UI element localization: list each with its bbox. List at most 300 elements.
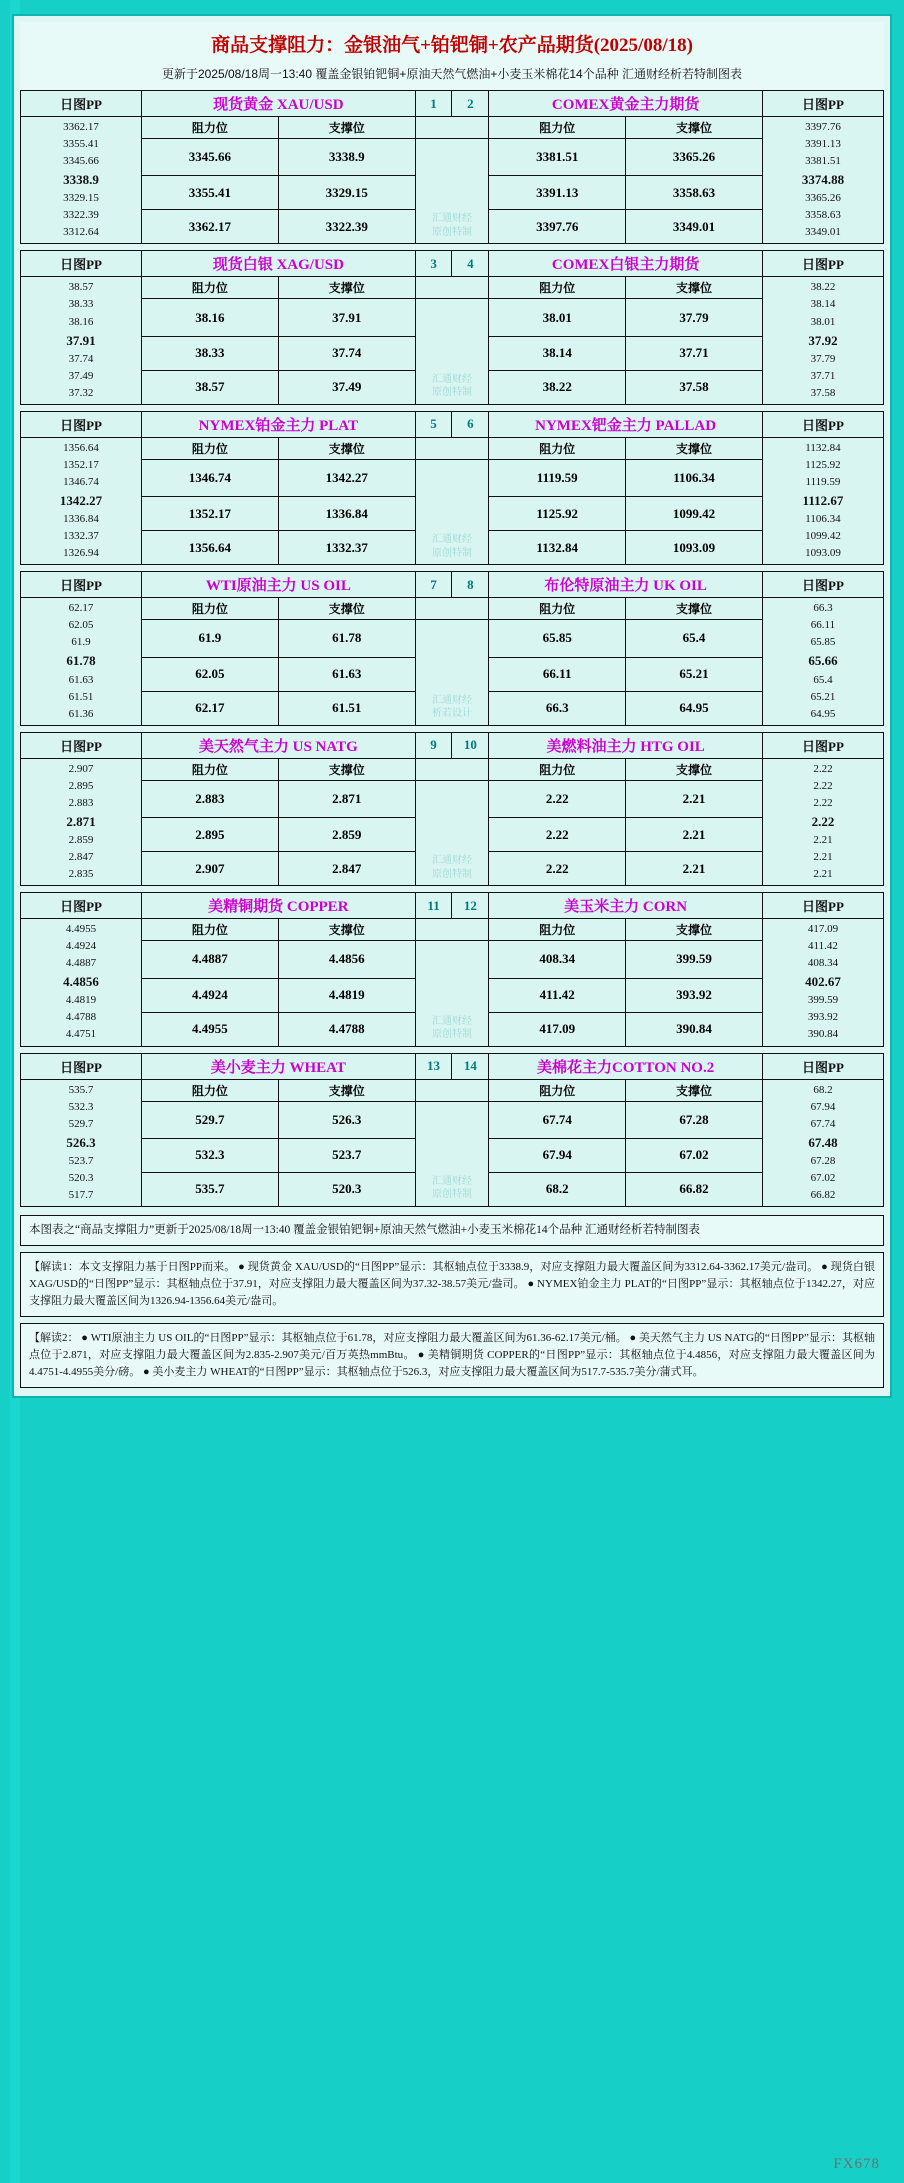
- pivot-value: 38.14: [810, 298, 836, 311]
- block-subheader-row: [21, 919, 884, 941]
- watermark-cell: 汇通财经 原创特制: [415, 1101, 489, 1206]
- pivot-value: 2.22: [813, 796, 833, 809]
- table-row: [21, 1101, 884, 1138]
- resistance-value: 2.22: [489, 818, 626, 852]
- pivot-column-right: [762, 758, 883, 885]
- support-value: 3338.9: [278, 139, 415, 176]
- pivot-value: 2.859: [68, 833, 94, 846]
- support-value: 3358.63: [626, 176, 763, 210]
- pivot-value: 523.7: [68, 1154, 94, 1167]
- pivot-value: 4.4856: [63, 974, 99, 990]
- pivot-value: 37.91: [66, 332, 96, 348]
- support-value: 523.7: [278, 1138, 415, 1172]
- support-value: 64.95: [626, 691, 763, 725]
- watermark-cell: 汇通财经 原创特制: [415, 941, 489, 1046]
- support-header: 支撑位: [626, 1079, 763, 1101]
- instrument-name-right: NYMEX钯金主力 PALLAD: [489, 411, 763, 437]
- pivot-value: 61.36: [68, 707, 94, 720]
- block-header-row: [21, 411, 884, 437]
- resistance-value: 2.883: [142, 780, 279, 817]
- pp-header-left: 日图PP: [21, 893, 142, 919]
- pivot-column-left: [21, 919, 142, 1046]
- instrument-table: [20, 411, 884, 565]
- pivot-value: 399.59: [807, 994, 839, 1007]
- pivot-value: 2.847: [68, 851, 94, 864]
- support-value: 1099.42: [626, 497, 763, 531]
- support-header: 支撑位: [626, 117, 763, 139]
- pivot-value: 4.4887: [65, 957, 97, 970]
- spacer-cell: [415, 598, 489, 620]
- pivot-value: 2.22: [813, 779, 833, 792]
- page-subtitle: 更新于2025/08/18周一13:40 覆盖金银铂钯铜+原油天然气燃油+小麦玉米棉花14个品种 汇通财经析若特制图表: [20, 63, 884, 90]
- pivot-value: 4.4751: [65, 1028, 97, 1041]
- pivot-value: 3329.15: [63, 192, 99, 205]
- pivot-value: 1132.84: [805, 441, 841, 454]
- resistance-value: 532.3: [142, 1138, 279, 1172]
- pp-header-right: 日图PP: [762, 411, 883, 437]
- support-value: 2.21: [626, 852, 763, 886]
- block-index-left: 11: [415, 893, 452, 919]
- table-row: [21, 620, 884, 657]
- pivot-value: 2.21: [813, 851, 833, 864]
- block-subheader-row: [21, 598, 884, 620]
- pp-header-left: 日图PP: [21, 411, 142, 437]
- pivot-column-right: [762, 437, 883, 564]
- resistance-value: 3381.51: [489, 139, 626, 176]
- fx-watermark: FX678: [833, 2156, 880, 2172]
- resistance-value: 3345.66: [142, 139, 279, 176]
- pivot-column-right: [762, 919, 883, 1046]
- instrument-table: [20, 571, 884, 725]
- block-subheader-row: [21, 1079, 884, 1101]
- support-header: 支撑位: [278, 919, 415, 941]
- resistance-value: 67.74: [489, 1101, 626, 1138]
- block-index-left: 9: [415, 732, 452, 758]
- support-value: 2.21: [626, 780, 763, 817]
- watermark-cell: 汇通财经 析若设计: [415, 620, 489, 725]
- instrument-block: [20, 571, 884, 725]
- support-value: 37.71: [626, 336, 763, 370]
- resistance-value: 3355.41: [142, 176, 279, 210]
- support-value: 1336.84: [278, 497, 415, 531]
- pivot-value: 1342.27: [59, 492, 103, 508]
- pivot-value: 61.51: [68, 690, 94, 703]
- block-index-right: 8: [452, 572, 489, 598]
- pivot-value: 1332.37: [63, 530, 99, 543]
- pivot-value: 62.17: [68, 602, 94, 615]
- pivot-value: 520.3: [68, 1171, 94, 1184]
- note-2: 【解读2： ● WTI原油主力 US OIL的“日图PP”显示：其枢轴点位于61.78，对应支撑阻力最大覆盖区间为61.36-62.17美元/桶。 ● 美天然气主力 US NATG的“日图PP”显示：其枢轴点位于2.871，对应支撑阻力最大覆盖区间为2.835-2.907美元/百万英热mmBtu。 ● 美精铜期货 COPPER的“日图PP”显示：其枢轴点位于4.4856，对应支撑阻力最大覆盖区间为4.4751-4.4955美分/磅。 ● 美小麦主力 WHEAT的“日图PP”显示：其枢轴点位于526.3，对应支撑阻力最大覆盖区间为517.7-535.7美分/蒲式耳。: [20, 1323, 884, 1388]
- pivot-value: 3322.39: [63, 209, 99, 222]
- table-row: [21, 459, 884, 496]
- pivot-value: 417.09: [807, 923, 839, 936]
- support-value: 65.21: [626, 657, 763, 691]
- support-value: 2.871: [278, 780, 415, 817]
- pivot-value: 1326.94: [63, 547, 99, 560]
- pivot-value: 2.895: [68, 779, 94, 792]
- support-header: 支撑位: [626, 919, 763, 941]
- pivot-column-left: [21, 117, 142, 244]
- pivot-value: 3374.88: [801, 172, 845, 188]
- resistance-header: 阻力位: [142, 1079, 279, 1101]
- pivot-column-left: [21, 437, 142, 564]
- resistance-value: 3391.13: [489, 176, 626, 210]
- resistance-value: 1125.92: [489, 497, 626, 531]
- instrument-name-left: 美小麦主力 WHEAT: [142, 1053, 416, 1079]
- resistance-value: 68.2: [489, 1172, 626, 1206]
- support-value: 61.63: [278, 657, 415, 691]
- support-value: 3365.26: [626, 139, 763, 176]
- instrument-block: [20, 411, 884, 565]
- pivot-column-right: [762, 1079, 883, 1206]
- support-header: 支撑位: [626, 277, 763, 299]
- pivot-value: 1346.74: [63, 475, 99, 488]
- resistance-header: 阻力位: [142, 919, 279, 941]
- support-value: 3329.15: [278, 176, 415, 210]
- instrument-name-right: 美燃料油主力 HTG OIL: [489, 732, 763, 758]
- pivot-value: 526.3: [66, 1134, 96, 1150]
- pivot-value: 408.34: [807, 957, 839, 970]
- pivot-value: 2.883: [68, 796, 94, 809]
- support-value: 390.84: [626, 1012, 763, 1046]
- spacer-cell: [415, 277, 489, 299]
- resistance-value: 1346.74: [142, 459, 279, 496]
- spacer-cell: [415, 758, 489, 780]
- support-value: 37.91: [278, 299, 415, 336]
- block-subheader-row: [21, 758, 884, 780]
- pp-header-right: 日图PP: [762, 572, 883, 598]
- pivot-value: 1356.64: [63, 441, 99, 454]
- pivot-value: 67.48: [808, 1134, 838, 1150]
- support-value: 1106.34: [626, 459, 763, 496]
- pivot-value: 66.82: [810, 1188, 836, 1201]
- pivot-value: 62.05: [68, 619, 94, 632]
- support-header: 支撑位: [278, 1079, 415, 1101]
- pivot-value: 3381.51: [805, 155, 841, 168]
- resistance-value: 4.4955: [142, 1012, 279, 1046]
- support-header: 支撑位: [278, 758, 415, 780]
- pivot-column-right: [762, 598, 883, 725]
- instrument-name-left: 美天然气主力 US NATG: [142, 732, 416, 758]
- instrument-table: [20, 1053, 884, 1207]
- support-value: 37.58: [626, 370, 763, 404]
- pivot-value: 38.16: [68, 315, 94, 328]
- pivot-value: 61.78: [66, 653, 96, 669]
- resistance-header: 阻力位: [489, 117, 626, 139]
- instrument-block: [20, 1053, 884, 1207]
- pivot-value: 65.66: [808, 653, 838, 669]
- resistance-value: 38.16: [142, 299, 279, 336]
- watermark-cell: 汇通财经 原创特制: [415, 139, 489, 244]
- resistance-value: 38.22: [489, 370, 626, 404]
- pivot-value: 3391.13: [805, 138, 841, 151]
- resistance-value: 2.22: [489, 852, 626, 886]
- pivot-value: 38.33: [68, 298, 94, 311]
- support-header: 支撑位: [278, 598, 415, 620]
- pivot-column-left: [21, 598, 142, 725]
- pivot-value: 67.94: [810, 1100, 836, 1113]
- block-index-left: 3: [415, 251, 452, 277]
- instrument-table: [20, 892, 884, 1046]
- resistance-value: 38.57: [142, 370, 279, 404]
- resistance-value: 1352.17: [142, 497, 279, 531]
- pivot-value: 1119.59: [805, 475, 841, 488]
- blocks-container: [20, 90, 884, 1207]
- instrument-name-left: 美精铜期货 COPPER: [142, 893, 416, 919]
- support-header: 支撑位: [278, 437, 415, 459]
- block-header-row: [21, 251, 884, 277]
- pivot-value: 3349.01: [805, 226, 841, 239]
- spacer-cell: [415, 919, 489, 941]
- support-value: 2.859: [278, 818, 415, 852]
- resistance-value: 2.895: [142, 818, 279, 852]
- pivot-value: 67.02: [810, 1171, 836, 1184]
- instrument-name-left: NYMEX铂金主力 PLAT: [142, 411, 416, 437]
- table-row: [21, 780, 884, 817]
- block-header-row: [21, 91, 884, 117]
- resistance-value: 4.4887: [142, 941, 279, 978]
- resistance-header: 阻力位: [489, 598, 626, 620]
- block-header-row: [21, 732, 884, 758]
- resistance-header: 阻力位: [489, 1079, 626, 1101]
- pivot-value: 65.4: [813, 673, 833, 686]
- support-value: 520.3: [278, 1172, 415, 1206]
- instrument-name-right: COMEX白银主力期货: [489, 251, 763, 277]
- pivot-value: 4.4788: [65, 1011, 97, 1024]
- block-index-right: 12: [452, 893, 489, 919]
- pivot-value: 61.63: [68, 673, 94, 686]
- watermark-cell: 汇通财经 原创特制: [415, 780, 489, 885]
- support-value: 1093.09: [626, 531, 763, 565]
- block-index-right: 14: [452, 1053, 489, 1079]
- pivot-value: 3365.26: [805, 192, 841, 205]
- pivot-column-left: [21, 277, 142, 404]
- pivot-value: 37.74: [68, 352, 94, 365]
- resistance-value: 62.05: [142, 657, 279, 691]
- pp-header-right: 日图PP: [762, 251, 883, 277]
- instrument-name-right: 美玉米主力 CORN: [489, 893, 763, 919]
- resistance-value: 417.09: [489, 1012, 626, 1046]
- support-value: 399.59: [626, 941, 763, 978]
- pivot-column-right: [762, 277, 883, 404]
- resistance-value: 2.907: [142, 852, 279, 886]
- pivot-value: 3358.63: [805, 209, 841, 222]
- support-value: 4.4788: [278, 1012, 415, 1046]
- resistance-value: 66.3: [489, 691, 626, 725]
- block-subheader-row: [21, 277, 884, 299]
- support-value: 1332.37: [278, 531, 415, 565]
- pivot-value: 37.71: [810, 369, 836, 382]
- resistance-header: 阻力位: [489, 437, 626, 459]
- pp-header-right: 日图PP: [762, 1053, 883, 1079]
- block-header-row: [21, 1053, 884, 1079]
- instrument-name-left: 现货白银 XAG/USD: [142, 251, 416, 277]
- note-1: 【解读1：本文支撑阻力基于日图PP而来。 ● 现货黄金 XAU/USD的“日图PP”显示：其枢轴点位于3338.9，对应支撑阻力最大覆盖区间为3312.64-3362.17美元/盎司。 ● 现货白银 XAG/USD的“日图PP”显示：其枢轴点位于37.91，对应支撑阻力最大覆盖区间为37.32-38.57美元/盎司。 ● NYMEX铂金主力 PLAT的“日图PP”显示：其枢轴点位于1342.27，对应支撑阻力最大覆盖区间为1326.94-1356.64美元/盎司。: [20, 1252, 884, 1317]
- pivot-value: 38.57: [68, 281, 94, 294]
- pivot-value: 4.4924: [65, 940, 97, 953]
- pivot-value: 1099.42: [805, 530, 841, 543]
- watermark-cell: 汇通财经 原创特制: [415, 459, 489, 564]
- block-header-row: [21, 893, 884, 919]
- support-value: 66.82: [626, 1172, 763, 1206]
- block-index-right: 4: [452, 251, 489, 277]
- instrument-name-left: WTI原油主力 US OIL: [142, 572, 416, 598]
- table-row: [21, 139, 884, 176]
- pivot-value: 393.92: [807, 1011, 839, 1024]
- resistance-value: 38.14: [489, 336, 626, 370]
- block-subheader-row: [21, 117, 884, 139]
- pivot-value: 37.92: [808, 332, 838, 348]
- spacer-cell: [415, 117, 489, 139]
- resistance-header: 阻力位: [489, 277, 626, 299]
- block-subheader-row: [21, 437, 884, 459]
- resistance-value: 1132.84: [489, 531, 626, 565]
- support-value: 61.51: [278, 691, 415, 725]
- pivot-value: 390.84: [807, 1028, 839, 1041]
- pivot-value: 1125.92: [805, 458, 841, 471]
- resistance-value: 2.22: [489, 780, 626, 817]
- pivot-value: 1112.67: [802, 492, 844, 508]
- resistance-header: 阻力位: [142, 758, 279, 780]
- support-value: 4.4819: [278, 978, 415, 1012]
- support-value: 3322.39: [278, 210, 415, 244]
- pp-header-left: 日图PP: [21, 251, 142, 277]
- pivot-value: 529.7: [68, 1117, 94, 1130]
- pp-header-left: 日图PP: [21, 91, 142, 117]
- pivot-value: 2.907: [68, 762, 94, 775]
- instrument-block: [20, 892, 884, 1046]
- resistance-value: 67.94: [489, 1138, 626, 1172]
- resistance-header: 阻力位: [489, 758, 626, 780]
- resistance-value: 1356.64: [142, 531, 279, 565]
- resistance-value: 411.42: [489, 978, 626, 1012]
- support-value: 37.79: [626, 299, 763, 336]
- pivot-value: 3345.66: [63, 155, 99, 168]
- resistance-value: 529.7: [142, 1101, 279, 1138]
- resistance-value: 535.7: [142, 1172, 279, 1206]
- pivot-value: 37.58: [810, 386, 836, 399]
- block-index-left: 13: [415, 1053, 452, 1079]
- support-value: 65.4: [626, 620, 763, 657]
- pp-header-right: 日图PP: [762, 732, 883, 758]
- instrument-name-right: COMEX黄金主力期货: [489, 91, 763, 117]
- pivot-value: 2.22: [813, 762, 833, 775]
- instrument-name-left: 现货黄金 XAU/USD: [142, 91, 416, 117]
- resistance-header: 阻力位: [142, 437, 279, 459]
- footer-line: 本图表之“商品支撑阻力”更新于2025/08/18周一13:40 覆盖金银铂钯铜+原油天然气燃油+小麦玉米棉花14个品种 汇通财经析若特制图表: [20, 1215, 884, 1246]
- resistance-value: 61.9: [142, 620, 279, 657]
- pivot-value: 64.95: [810, 707, 836, 720]
- report-sheet: [12, 14, 892, 1398]
- pivot-value: 2.871: [66, 813, 96, 829]
- spacer-cell: [415, 437, 489, 459]
- pivot-value: 65.85: [810, 636, 836, 649]
- table-row: [21, 941, 884, 978]
- support-value: 37.49: [278, 370, 415, 404]
- instrument-table: [20, 732, 884, 886]
- pivot-value: 535.7: [68, 1083, 94, 1096]
- pivot-value: 37.79: [810, 352, 836, 365]
- pivot-value: 66.3: [813, 602, 833, 615]
- block-index-left: 5: [415, 411, 452, 437]
- support-header: 支撑位: [278, 277, 415, 299]
- block-index-right: 2: [452, 91, 489, 117]
- instrument-block: [20, 250, 884, 404]
- block-index-right: 6: [452, 411, 489, 437]
- block-index-left: 7: [415, 572, 452, 598]
- block-index-left: 1: [415, 91, 452, 117]
- pivot-value: 38.22: [810, 281, 836, 294]
- pivot-value: 3338.9: [63, 172, 99, 188]
- support-value: 37.74: [278, 336, 415, 370]
- spacer-cell: [415, 1079, 489, 1101]
- support-value: 2.21: [626, 818, 763, 852]
- resistance-header: 阻力位: [489, 919, 626, 941]
- support-header: 支撑位: [278, 117, 415, 139]
- pivot-value: 66.11: [810, 619, 836, 632]
- table-row: [21, 299, 884, 336]
- pivot-value: 2.21: [813, 868, 833, 881]
- pivot-value: 532.3: [68, 1100, 94, 1113]
- pivot-value: 411.42: [808, 940, 838, 953]
- support-header: 支撑位: [626, 437, 763, 459]
- resistance-value: 3397.76: [489, 210, 626, 244]
- pivot-value: 402.67: [805, 974, 841, 990]
- support-value: 393.92: [626, 978, 763, 1012]
- resistance-value: 62.17: [142, 691, 279, 725]
- pivot-column-left: [21, 758, 142, 885]
- pivot-value: 68.2: [813, 1083, 833, 1096]
- block-index-right: 10: [452, 732, 489, 758]
- pivot-value: 65.21: [810, 690, 836, 703]
- support-value: 2.847: [278, 852, 415, 886]
- instrument-block: [20, 90, 884, 244]
- pivot-value: 3397.76: [805, 121, 841, 133]
- resistance-header: 阻力位: [142, 598, 279, 620]
- pivot-column-right: [762, 117, 883, 244]
- resistance-header: 阻力位: [142, 117, 279, 139]
- pivot-value: 2.21: [813, 833, 833, 846]
- resistance-value: 66.11: [489, 657, 626, 691]
- resistance-value: 65.85: [489, 620, 626, 657]
- pivot-value: 3355.41: [63, 138, 99, 151]
- pivot-value: 4.4819: [65, 994, 97, 1007]
- resistance-value: 38.33: [142, 336, 279, 370]
- resistance-value: 38.01: [489, 299, 626, 336]
- resistance-header: 阻力位: [142, 277, 279, 299]
- support-value: 3349.01: [626, 210, 763, 244]
- support-value: 67.28: [626, 1101, 763, 1138]
- pivot-value: 2.835: [68, 868, 94, 881]
- support-value: 526.3: [278, 1101, 415, 1138]
- instrument-table: [20, 250, 884, 404]
- resistance-value: 1119.59: [489, 459, 626, 496]
- block-header-row: [21, 572, 884, 598]
- pivot-value: 3362.17: [63, 121, 99, 133]
- pivot-value: 1352.17: [63, 458, 99, 471]
- resistance-value: 408.34: [489, 941, 626, 978]
- pivot-value: 37.32: [68, 386, 94, 399]
- support-header: 支撑位: [626, 758, 763, 780]
- pivot-value: 67.28: [810, 1154, 836, 1167]
- pp-header-left: 日图PP: [21, 1053, 142, 1079]
- pivot-value: 517.7: [68, 1188, 94, 1201]
- pp-header-right: 日图PP: [762, 893, 883, 919]
- pivot-column-left: [21, 1079, 142, 1206]
- pivot-value: 2.22: [811, 813, 835, 829]
- support-header: 支撑位: [626, 598, 763, 620]
- instrument-name-right: 美棉花主力COTTON NO.2: [489, 1053, 763, 1079]
